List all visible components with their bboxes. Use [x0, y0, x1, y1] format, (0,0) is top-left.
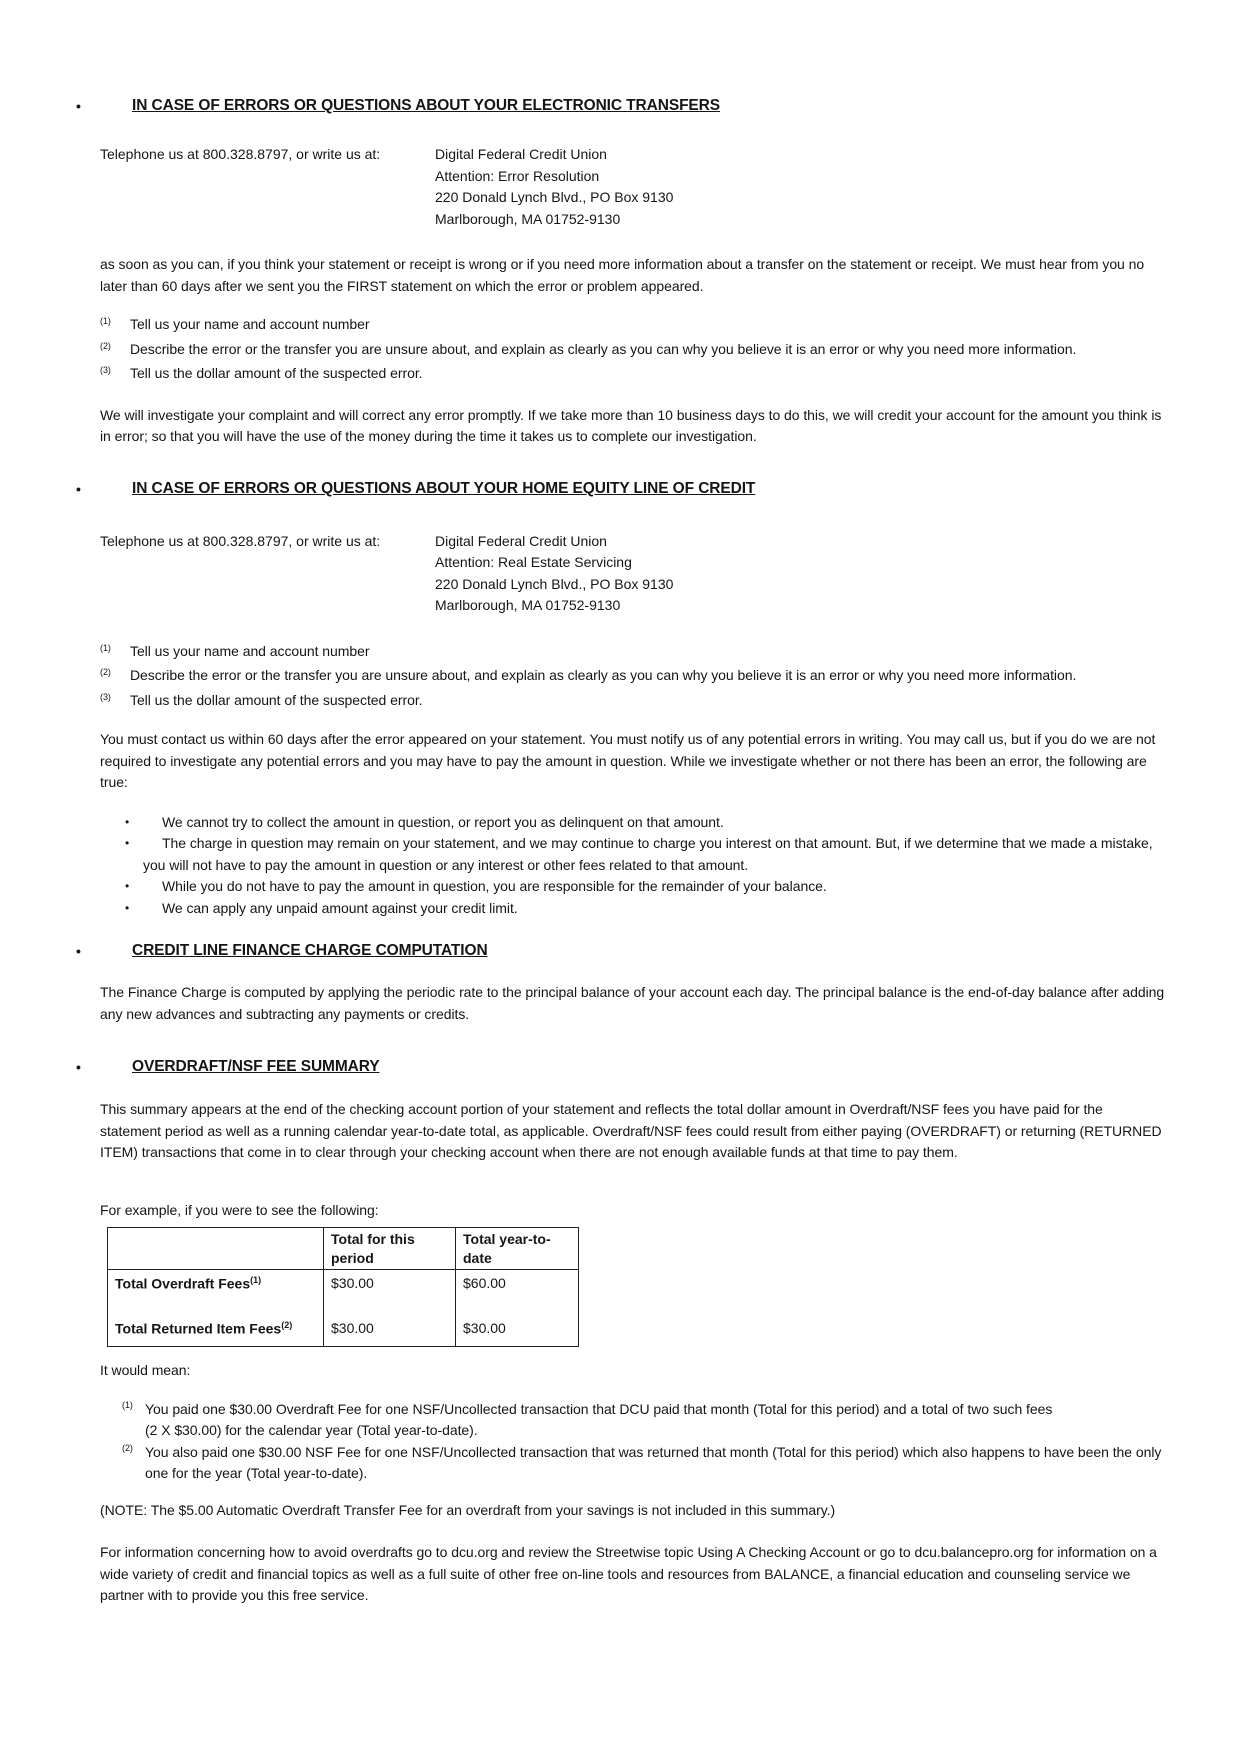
- paragraph-note: (NOTE: The $5.00 Automatic Overdraft Transfer Fee for an overdraft from your savings is not included in this summary.): [100, 1501, 836, 1518]
- table-cell-label: [108, 1318, 324, 1346]
- bullet-item: [125, 898, 1153, 920]
- step-text: Tell us your name and account number: [130, 316, 370, 332]
- section-heading-electronic-transfers: [76, 96, 1165, 116]
- bullet-item: [125, 876, 1153, 898]
- section-heading-text: IN CASE OF ERRORS OR QUESTIONS ABOUT YOUR HOME EQUITY LINE OF CREDIT: [132, 479, 756, 497]
- bullet-text: The charge in question may remain on your statement, and we may continue to charge you interest on that amount. But, if we determine that we made a mistake, you will not have to pay the amount in question or any interest or other fees related to that amount.: [143, 835, 1153, 873]
- bullet-icon: •: [125, 900, 130, 915]
- step-marker: (2): [100, 340, 111, 351]
- table-row: [108, 1318, 578, 1346]
- fee-summary-table: [107, 1227, 579, 1347]
- table-header-period: Total for this period: [324, 1228, 456, 1270]
- section-heading-home-equity: [76, 479, 1165, 499]
- table-header-row: [108, 1228, 578, 1270]
- table-cell-label: [108, 1270, 324, 1318]
- paragraph-overdraft-summary: This summary appears at the end of the checking account portion of your statement and reflects the total dollar amount in Overdraft/NSF fees you have paid for the statement period as well as a running calendar year-to-date total, as applicable. Overdraft/NSF fees could result from either paying (OVERDRAFT) or returning (RETURNED ITEM) transactions that come in to clear through your checking account when there are not enough available funds at that time to pay them.: [100, 1101, 1162, 1160]
- fee-label: Total Returned Item Fees: [115, 1320, 282, 1337]
- note-marker: (1): [122, 1399, 133, 1410]
- bullet-icon: •: [76, 480, 81, 497]
- table-cell-ytd: $30.00: [463, 1320, 506, 1336]
- bullet-item: [125, 812, 1153, 834]
- table-header-ytd: Total year-to-date: [456, 1228, 579, 1270]
- address-line: 220 Donald Lynch Blvd., PO Box 9130: [435, 189, 674, 205]
- step-item: [100, 360, 1165, 385]
- bullet-text: We can apply any unpaid amount against your credit limit.: [162, 899, 518, 916]
- paragraph-finance-charge: The Finance Charge is computed by applying the periodic rate to the principal balance of your account each day. The principal balance is the end-of-day balance after adding any new advances and subtracting any payments or credits.: [100, 984, 1165, 1022]
- address-block: [435, 144, 673, 230]
- contact-label: Telephone us at 800.328.8797, or write us at:: [100, 146, 381, 162]
- step-marker: (2): [100, 667, 111, 677]
- superscript-marker: (2): [281, 1320, 293, 1330]
- paragraph-60-day-notice: You must contact us within 60 days after the error appeared on your statement. You must notify us of any potential errors in writing. You may call us, but if you do we are not required to investigate any potential errors and you may have to pay the amount in question. While we investigate whether or not there has been an error, the following are true:: [100, 731, 1156, 790]
- step-text: Describe the error or the transfer you are unsure about, and explain as clearly as you can why you believe it is an error or why you need more information.: [130, 340, 1077, 357]
- section-heading-text: OVERDRAFT/NSF FEE SUMMARY: [132, 1058, 380, 1075]
- superscript-marker: (1): [250, 1275, 262, 1285]
- step-text: Tell us your name and account number: [130, 642, 370, 659]
- section-heading-overdraft-summary: [76, 1057, 1165, 1077]
- contact-label: Telephone us at 800.328.8797, or write us at:: [100, 532, 381, 549]
- address-line: Attention: Real Estate Servicing: [435, 554, 632, 570]
- bullet-icon: •: [125, 879, 130, 893]
- table-cell-period: $30.00: [324, 1270, 456, 1318]
- paragraph-meaning-intro: It would mean:: [100, 1362, 191, 1378]
- paragraph-investigation-promise: We will investigate your complaint and will correct any error promptly. If we take more than 10 business days to do this, we will credit your account for the amount you think is in error; so that you will have the use of the money during the time it takes us to complete our investigation.: [100, 406, 1162, 444]
- step-item: [100, 311, 1165, 336]
- step-item: [100, 687, 1165, 712]
- paragraph-example-intro: For example, if you were to see the following:: [100, 1201, 379, 1218]
- note-item: [122, 1442, 1165, 1485]
- step-item: [100, 638, 1165, 663]
- address-line: Digital Federal Credit Union: [435, 532, 607, 549]
- table-cell-period: $30.00: [324, 1318, 456, 1346]
- steps-list: [100, 638, 1165, 712]
- address-line: Marlborough, MA 01752-9130: [435, 210, 621, 227]
- paragraph-contact-deadline: as soon as you can, if you think your statement or receipt is wrong or if you need more information about a transfer on the statement or receipt. We must hear from you no later than 60 days after we sent you the FIRST statement on which the error or problem appeared.: [100, 256, 1145, 294]
- table-row: [108, 1270, 578, 1318]
- bullet-icon: •: [76, 943, 81, 959]
- steps-list: [100, 311, 1165, 385]
- step-text: Tell us the dollar amount of the suspected error.: [130, 365, 423, 381]
- note-marker: (2): [122, 1442, 133, 1453]
- section-heading-text: CREDIT LINE FINANCE CHARGE COMPUTATION: [132, 942, 488, 959]
- bullet-icon: •: [125, 836, 130, 850]
- bullet-icon: •: [76, 1059, 81, 1075]
- address-line: Marlborough, MA 01752-9130: [435, 597, 621, 613]
- step-marker: (1): [100, 316, 111, 326]
- contact-block-real-estate-servicing: [100, 531, 1165, 617]
- notes-list: [122, 1399, 1165, 1485]
- note-text: (2 X $30.00) for the calendar year (Total year-to-date).: [145, 1422, 478, 1438]
- table-header-empty: [108, 1228, 324, 1270]
- note-item: [122, 1399, 1165, 1442]
- paragraph-balance-info: For information concerning how to avoid overdrafts go to dcu.org and review the Streetwise topic Using A Checking Account or go to dcu.balancepro.org for information on a wide variety of credit and financial topics as well as a full suite of other free on-line tools and resources from BALANCE, a financial education and counseling service we partner with to provide you this free service.: [100, 1544, 1157, 1603]
- address-line: Digital Federal Credit Union: [435, 146, 607, 162]
- step-marker: (3): [100, 365, 111, 375]
- bullet-text: While you do not have to pay the amount in question, you are responsible for the remainder of your balance.: [162, 878, 827, 894]
- step-marker: (3): [100, 691, 111, 702]
- address-block: [435, 531, 673, 617]
- contact-block-error-resolution: [100, 144, 1165, 230]
- address-line: 220 Donald Lynch Blvd., PO Box 9130: [435, 575, 674, 592]
- bullet-item: [125, 833, 1153, 876]
- step-marker: (1): [100, 642, 111, 653]
- step-text: Tell us the dollar amount of the suspected error.: [130, 691, 423, 708]
- bullet-list: [125, 812, 1153, 920]
- note-text: You paid one $30.00 Overdraft Fee for one NSF/Uncollected transaction that DCU paid that month (Total for this period) and a total of two such fees: [145, 1400, 1053, 1417]
- step-item: [100, 336, 1165, 361]
- bullet-icon: •: [125, 814, 130, 829]
- bullet-icon: •: [76, 98, 81, 114]
- address-line: Attention: Error Resolution: [435, 167, 600, 184]
- section-heading-text: IN CASE OF ERRORS OR QUESTIONS ABOUT YOUR ELECTRONIC TRANSFERS: [132, 97, 721, 114]
- section-heading-finance-charge: [76, 941, 1165, 961]
- step-text: Describe the error or the transfer you are unsure about, and explain as clearly as you can why you believe it is an error or why you need more information.: [130, 667, 1077, 683]
- bullet-text: We cannot try to collect the amount in question, or report you as delinquent on that amount.: [162, 813, 724, 830]
- note-text: You also paid one $30.00 NSF Fee for one NSF/Uncollected transaction that was returned that month (Total for this period) which also happens to have been the only one for the year (Total year-to-date).: [145, 1443, 1162, 1481]
- table-cell-ytd: $60.00: [463, 1275, 506, 1291]
- step-item: [100, 662, 1165, 687]
- fee-label: Total Overdraft Fees: [115, 1275, 251, 1292]
